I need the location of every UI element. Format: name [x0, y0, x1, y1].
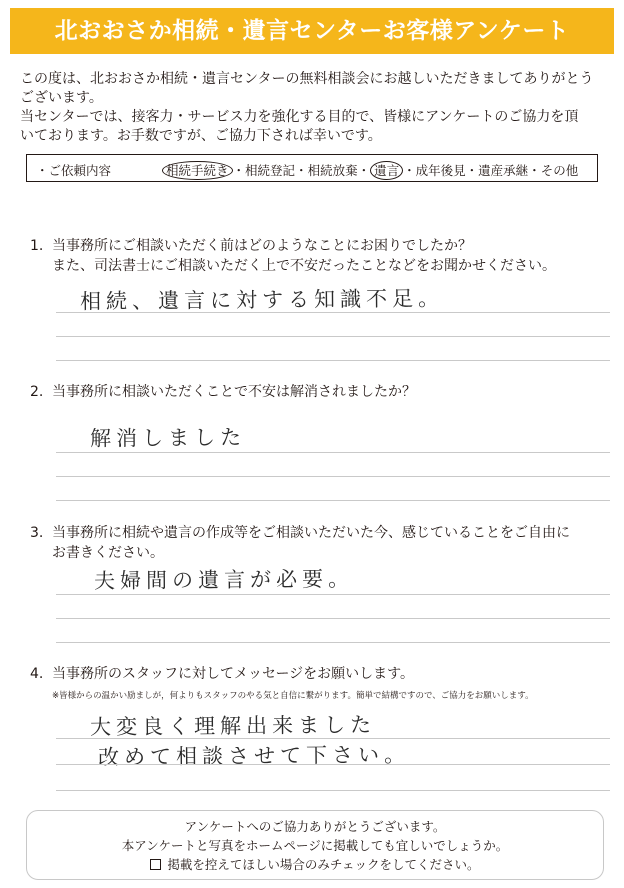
- answer-line: [56, 500, 610, 501]
- answer-line: [56, 594, 610, 595]
- request-type-options: [162, 161, 578, 179]
- question-text: お書きください。: [52, 545, 164, 561]
- question-4-note: ※皆様からの温かい励ましが，何よりもスタッフのやる気と自信に繋がります。簡単で結構ですので、ご協力をお願いします。: [52, 691, 534, 701]
- question-number: 3.: [30, 525, 44, 541]
- survey-title: 北おおさか相続・遺言センターお客様アンケート: [10, 8, 614, 54]
- request-option[interactable]: 相続手続き: [162, 161, 233, 180]
- question-text: 当事務所に相談いただくことで不安は解消されましたか？: [52, 384, 416, 400]
- intro-line: いております。お手数ですが、ご協力下されば幸いです。: [20, 128, 382, 144]
- request-option[interactable]: 遺言: [370, 161, 403, 180]
- answer-line: [56, 476, 610, 477]
- answer-line: [56, 452, 610, 453]
- answer-line: [56, 360, 610, 361]
- question-1: [30, 236, 610, 276]
- answer-1-handwriting[interactable]: 相続、遺言に対する知識不足。: [79, 286, 445, 314]
- option-separator: ・: [232, 163, 246, 178]
- answer-3-handwriting[interactable]: 夫婦間の遺言が必要。: [93, 566, 355, 594]
- publish-opt-out-checkbox[interactable]: [150, 859, 161, 870]
- answer-line: [56, 790, 610, 791]
- request-option[interactable]: 成年後見: [415, 163, 466, 178]
- question-number: 2.: [30, 384, 44, 400]
- option-separator: ・: [528, 163, 541, 178]
- intro-line: ございます。: [20, 90, 103, 106]
- question-number: 4.: [30, 666, 44, 682]
- intro-text: [20, 70, 610, 146]
- question-4: [30, 664, 610, 684]
- option-separator: ・: [403, 163, 416, 178]
- question-3: [30, 523, 610, 563]
- answer-2-handwriting[interactable]: 解消しました: [89, 425, 247, 451]
- option-separator: ・: [465, 163, 479, 178]
- answer-line: [56, 738, 610, 739]
- answer-line: [56, 336, 610, 337]
- request-option[interactable]: その他: [540, 163, 579, 178]
- option-separator: ・: [295, 163, 308, 178]
- request-option[interactable]: 遺産承継: [478, 163, 529, 178]
- intro-line: この度は、北おおさか相続・遺言センターの無料相談会にお越しいただきましてありがとう: [20, 71, 594, 87]
- footer-question: 本アンケートと写真をホームページに掲載しても宜しいでしょうか。: [121, 838, 509, 853]
- question-text: 当事務所にご相談いただく前はどのようなことにお困りでしたか？: [52, 238, 472, 254]
- answer-4-handwriting[interactable]: 大変良く理解出来ました: [89, 712, 377, 740]
- question-text: 当事務所のスタッフに対してメッセージをお願いします。: [52, 666, 415, 682]
- footer-thanks: アンケートへのご協力ありがとうございます。: [184, 819, 446, 834]
- question-text: また、司法書士にご相談いただく上で不安だったことなどをお聞かせください。: [52, 258, 556, 274]
- answer-4-handwriting[interactable]: 改めて相談させて下さい。: [97, 742, 411, 770]
- intro-line: 当センターでは、接客力・サービス力を強化する目的で、皆様にアンケートのご協力を頂: [20, 109, 579, 125]
- request-option[interactable]: 相続登記: [245, 163, 296, 178]
- question-number: 1.: [30, 238, 44, 254]
- request-option[interactable]: 相続放棄: [307, 163, 358, 178]
- answer-line: [56, 764, 610, 765]
- answer-line: [56, 642, 610, 643]
- option-separator: ・: [357, 163, 371, 178]
- footer-checkbox-row[interactable]: [27, 855, 603, 874]
- footer-box: [26, 810, 604, 880]
- answer-line: [56, 312, 610, 313]
- question-2: [30, 382, 610, 402]
- request-type-label: ・ご依頼内容: [36, 163, 112, 178]
- footer-checkbox-label: 掲載を控えてほしい場合のみチェックをしてください。: [167, 857, 480, 872]
- answer-line: [56, 618, 610, 619]
- question-text: 当事務所に相続や遺言の作成等をご相談いただいた今、感じていることをご自由に: [52, 525, 570, 541]
